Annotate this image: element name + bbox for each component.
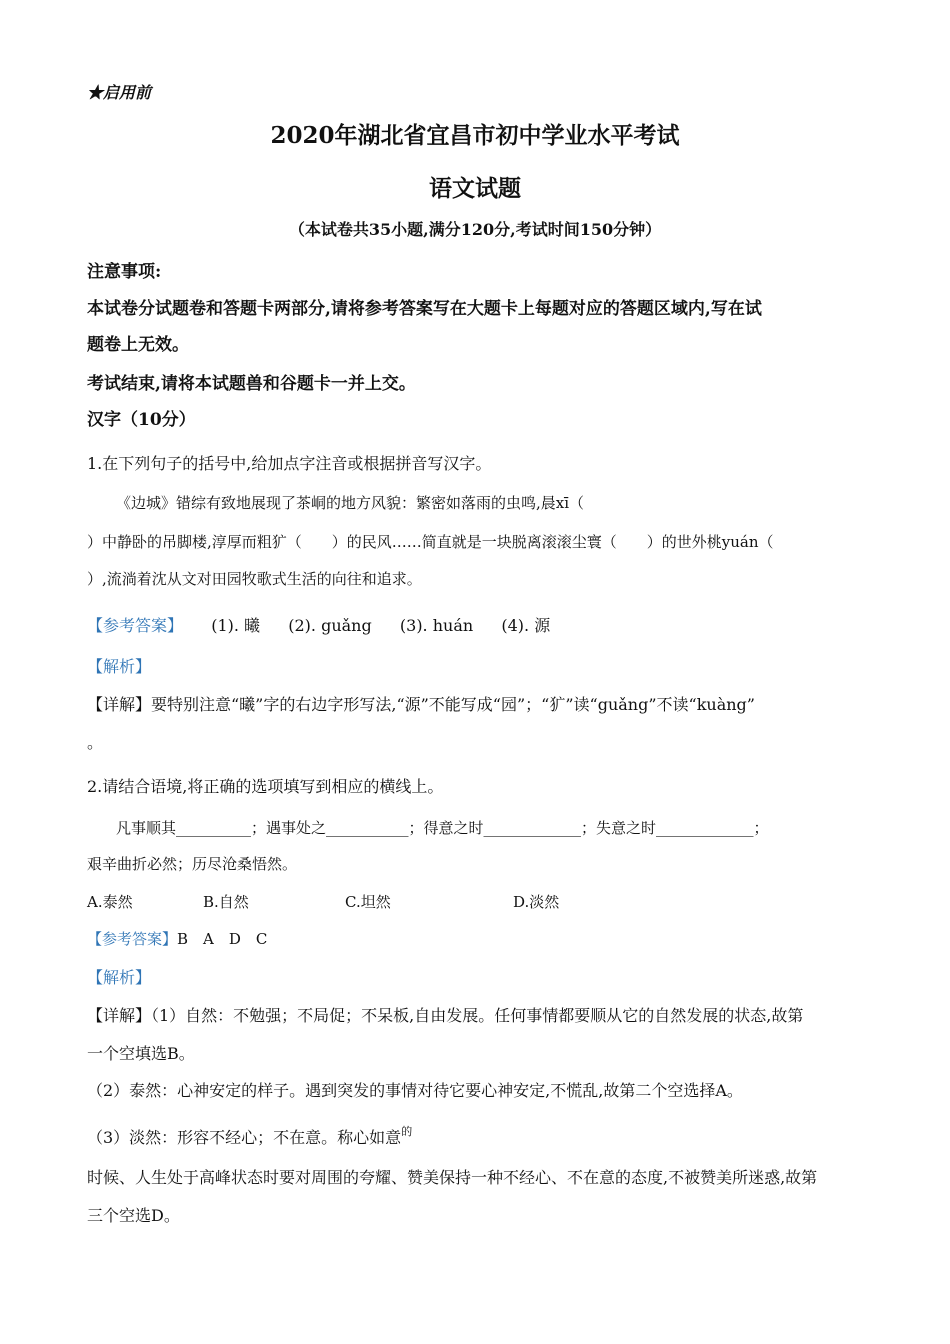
q2-answer xyxy=(87,928,862,949)
answer-label: 【参考答案】 xyxy=(87,930,178,948)
q1-answer-3: (3). huán xyxy=(399,616,474,635)
q1-analysis-label: 【解析】 xyxy=(87,657,152,676)
q2-analysis-label: 【解析】 xyxy=(87,968,152,987)
q1-passage-line-3: ）,流淌着沈从文对田园牧歌式生活的向往和追求。 xyxy=(87,570,422,588)
page-title: 2020年湖北省宜昌市初中学业水平考试 xyxy=(270,122,680,149)
notice-line-1: 本试卷分试题卷和答题卡两部分,请将参考答案写在大题卡上每题对应的答题区域内,写在试 xyxy=(87,299,762,319)
q1-answer-4: (4). 源 xyxy=(501,616,551,635)
star-note: ★启用前 xyxy=(87,83,152,102)
q1-stem: 1.在下列句子的括号中,给加点字注音或根据拼音写汉字。 xyxy=(87,454,492,473)
q1-passage-line-1: 《边城》错综有致地展现了茶峒的地方风貌：繁密如落雨的虫鸣,晨xī（ xyxy=(116,494,585,512)
q2-option-c: C.坦然 xyxy=(345,893,391,911)
q2-detail-line-4-sup: 的 xyxy=(401,1125,413,1138)
q2-passage-line-2: 艰辛曲折必然；历尽沧桑悟然。 xyxy=(87,855,298,873)
section-heading: 汉字（10分） xyxy=(87,410,196,430)
q2-detail-line-3: （2）泰然：心神安定的样子。遇到突发的事情对待它要心神安定,不慌乱,故第二个空选择A。 xyxy=(87,1081,743,1100)
q2-detail-line-5: 时候、人生处于高峰状态时要对周围的夸耀、赞美保持一种不经心、不在意的态度,不被赞美所迷惑,故第 xyxy=(87,1168,818,1187)
q1-detail-line-1: 【详解】要特别注意“曦”字的右边字形写法,“源”不能写成“园”；“犷”读“guǎng”不读“kuàng” xyxy=(87,695,755,714)
notice-line-2: 题卷上无效。 xyxy=(87,335,189,355)
q2-detail-line-4 xyxy=(87,1123,862,1148)
q2-option-a: A.泰然 xyxy=(87,893,133,911)
answer-label: 【参考答案】 xyxy=(87,616,184,635)
q1-answer xyxy=(87,613,862,636)
q2-option-b: B.自然 xyxy=(203,893,249,911)
notice-line-3: 考试结束,请将本试题兽和谷题卡一并上交。 xyxy=(87,374,416,394)
subject-title: 语文试题 xyxy=(429,175,521,202)
q2-stem: 2.请结合语境,将正确的选项填写到相应的横线上。 xyxy=(87,777,444,796)
q1-answer-2: (2). guǎng xyxy=(288,616,372,635)
q2-passage-line-1: 凡事顺其__________；遇事处之___________；得意之时_____________；失意之时_____________； xyxy=(116,819,769,837)
exam-meta: （本试卷共35小题,满分120分,考试时间150分钟） xyxy=(288,220,662,239)
q2-option-d: D.淡然 xyxy=(513,893,560,911)
q2-detail-line-1: 【详解】（1）自然：不勉强；不局促；不呆板,自由发展。任何事情都要顺从它的自然发展的状态,故第 xyxy=(87,1006,804,1025)
q2-detail-line-4-text: （3）淡然：形容不经心；不在意。称心如意 xyxy=(87,1128,402,1147)
q1-passage-line-2: ）中静卧的吊脚楼,淳厚而粗犷（ ）的民风……简直就是一块脱离滚滚尘寰（ ）的世外桃yuán（ xyxy=(87,533,774,551)
q2-detail-line-2: 一个空填选B。 xyxy=(87,1044,195,1063)
q2-detail-line-6: 三个空选D。 xyxy=(87,1206,180,1225)
q1-answer-1: (1). 曦 xyxy=(211,616,261,635)
q1-detail-line-2: 。 xyxy=(87,733,104,752)
q2-answer-value: B A D C xyxy=(177,930,268,948)
notice-heading: 注意事项: xyxy=(87,262,162,282)
